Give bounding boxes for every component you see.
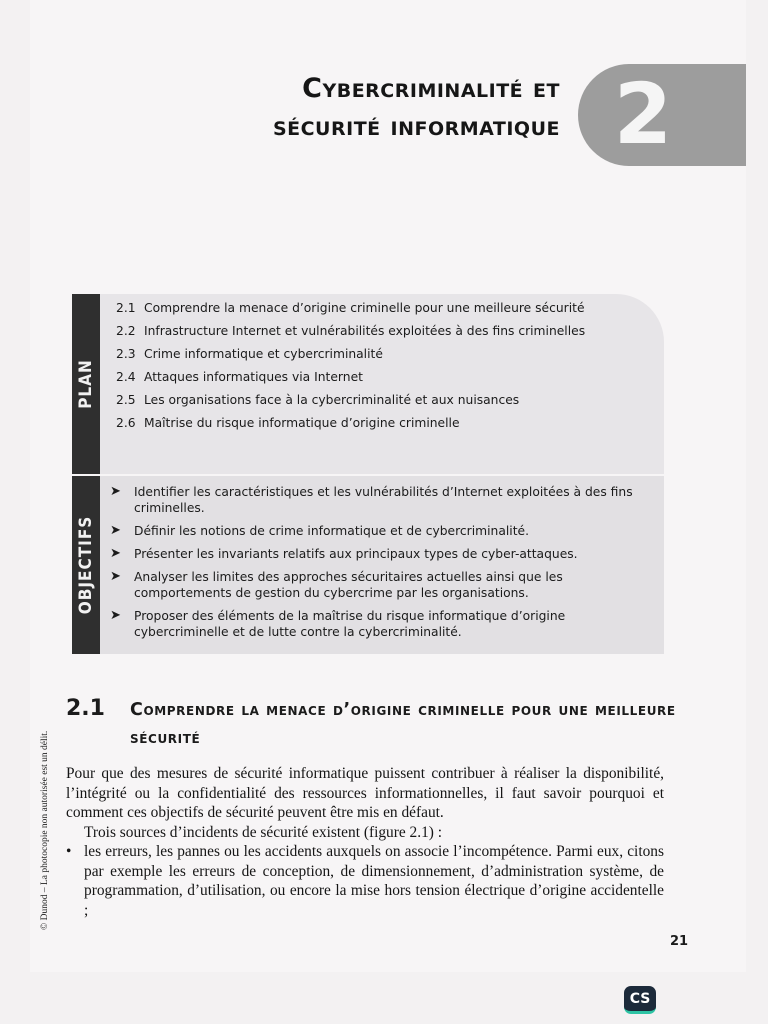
plan-item <box>116 369 646 385</box>
objective-text: Présenter les invariants relatifs aux principaux types de cyber-attaques. <box>134 547 578 561</box>
plan-item-number: 2.1 <box>116 301 136 315</box>
plan-label: PLAN <box>76 359 96 409</box>
plan-item <box>116 392 646 408</box>
bullet-text: les erreurs, les pannes ou les accidents auxquels on associe l’incompétence. Parmi eux, citons par exemple les erreurs de conception, de dimensionnement, d’administration système, de programmation, d’utilisation, ou encore la mise hors tension électrique d’origine accidentelle ; <box>84 843 664 919</box>
chapter-title-line2: sécurité informatique <box>272 111 560 142</box>
plan-item-number: 2.2 <box>116 324 136 338</box>
plan-item-text: Attaques informatiques via Internet <box>144 370 363 384</box>
plan-item <box>116 300 646 316</box>
objective-text: Proposer des éléments de la maîtrise du risque informatique d’origine cybercriminelle et de lutte contre la cybercriminalité. <box>134 609 566 639</box>
plan-label-bar <box>72 294 100 474</box>
plan-item-text: Les organisations face à la cybercriminalité et aux nuisances <box>144 393 520 407</box>
plan-item-number: 2.6 <box>116 416 136 430</box>
objective-item <box>110 546 658 562</box>
arrow-icon: ➤ <box>110 546 121 561</box>
plan-item-number: 2.5 <box>116 393 136 407</box>
body-text <box>66 764 664 920</box>
section-title: Comprendre la menace d’origine criminelle pour une meilleure sécurité <box>130 700 676 748</box>
paragraph: Trois sources d’incidents de sécurité existent (figure 2.1) : <box>84 823 443 841</box>
chapter-number-tab <box>578 64 746 166</box>
plan-item <box>116 415 646 431</box>
copyright-note: © Dunod – La photocopie non autorisée est un délit. <box>40 730 50 930</box>
arrow-icon: ➤ <box>110 484 121 499</box>
objective-text: Identifier les caractéristiques et les vulnérabilités d’Internet exploitées à des fins criminelles. <box>134 485 633 515</box>
plan-item-text: Crime informatique et cybercriminalité <box>144 347 383 361</box>
objectives-box <box>72 476 664 654</box>
objective-item <box>110 484 658 516</box>
plan-item-number: 2.4 <box>116 370 136 384</box>
arrow-icon: ➤ <box>110 608 121 623</box>
objectives-label: OBJECTIFS <box>76 515 96 615</box>
chapter-title-line1: Cybercriminalité et <box>302 73 560 104</box>
objective-item <box>110 523 658 539</box>
plan-item-text: Maîtrise du risque informatique d’origine criminelle <box>144 416 460 430</box>
page-number: 21 <box>670 934 689 949</box>
arrow-icon: ➤ <box>110 569 121 584</box>
objective-text: Définir les notions de crime informatique et de cybercriminalité. <box>134 524 529 538</box>
objective-item <box>110 608 658 640</box>
plan-item-text: Comprendre la menace d’origine criminelle pour une meilleure sécurité <box>144 301 585 315</box>
objective-text: Analyser les limites des approches sécuritaires actuelles ainsi que les comportements de gestion du cybercrime par les organisations. <box>134 570 563 600</box>
camscanner-logo: CS <box>624 986 656 1014</box>
objectives-list <box>110 484 658 647</box>
paragraph: Pour que des mesures de sécurité informatique puissent contribuer à réaliser la disponibilité, l’intégrité ou la confidentialité des ressources informationnelles, il faut savoir pourquoi et comment ces objectifs de sécurité peuvent être mis en défaut. <box>66 765 664 821</box>
plan-item <box>116 346 646 362</box>
plan-item <box>116 323 646 339</box>
chapter-number: 2 <box>613 65 673 163</box>
section-number: 2.1 <box>66 696 105 721</box>
objective-item <box>110 569 658 601</box>
plan-item-number: 2.3 <box>116 347 136 361</box>
chapter-title <box>80 70 560 146</box>
bullet-item <box>66 842 664 920</box>
plan-item-text: Infrastructure Internet et vulnérabilités exploitées à des fins criminelles <box>144 324 586 338</box>
bullet-icon: • <box>66 843 72 860</box>
plan-list <box>116 300 646 438</box>
plan-box <box>72 294 664 474</box>
objectives-label-bar <box>72 476 100 654</box>
arrow-icon: ➤ <box>110 523 121 538</box>
